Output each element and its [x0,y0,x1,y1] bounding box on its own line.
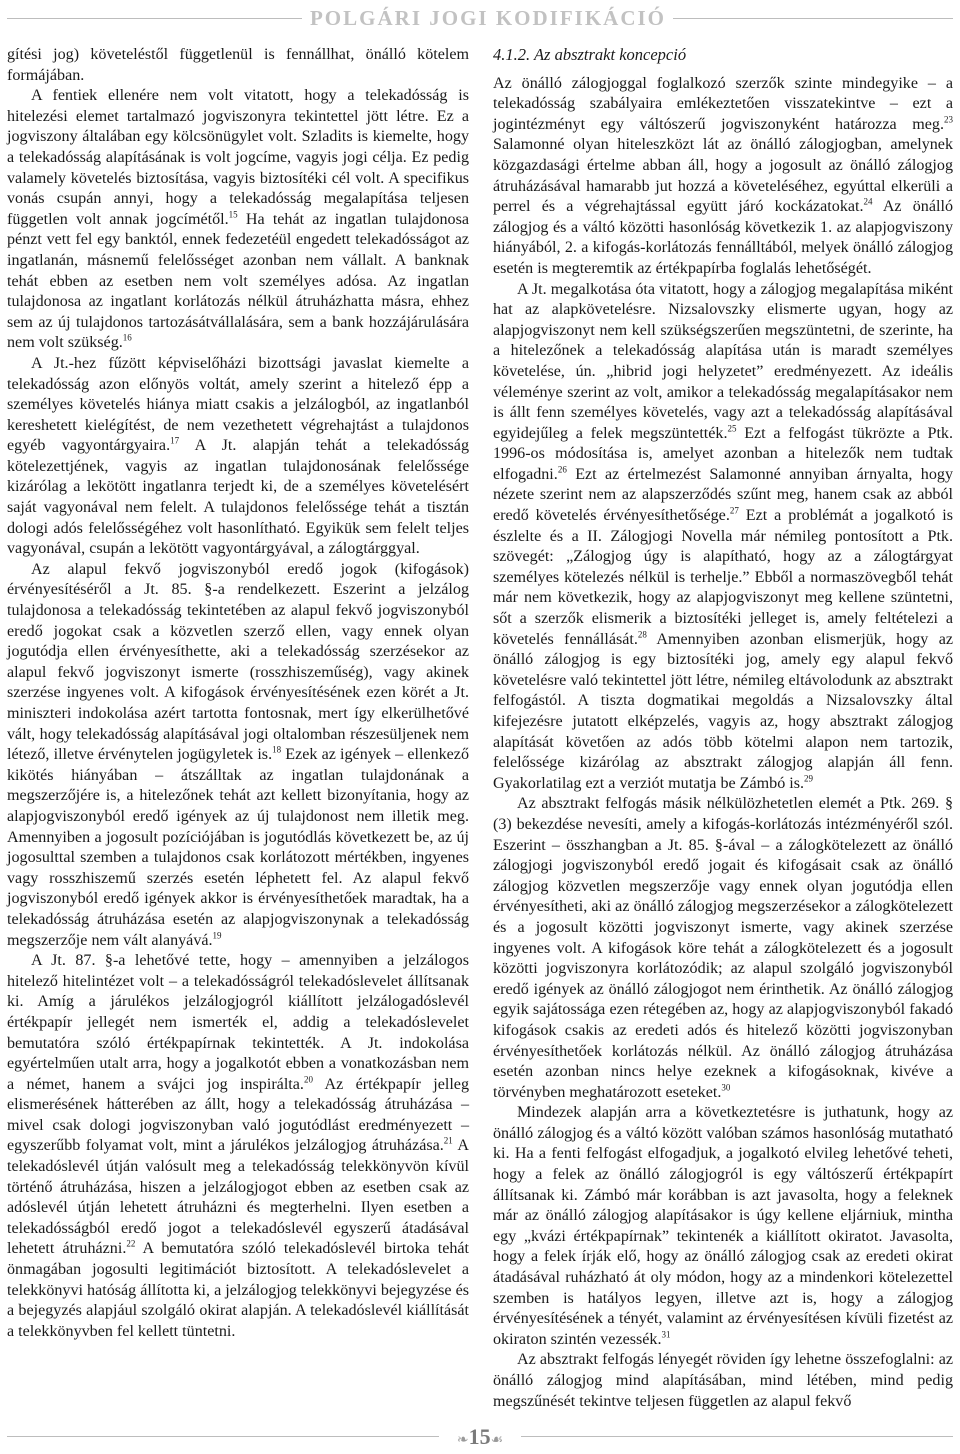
footnote-ref[interactable]: 17 [170,435,180,446]
page-number [448,1424,512,1454]
paragraph: Mindezek alapján arra a következtetésre is juthatunk, hogy az önálló zálogjog és a váltó között valóban számos hasonlóság mutatható ki. Ha a fenti felfogást elfogadjuk, a jogalkotó elvileg lehetővé teheti, hogy a felek az önálló zálogjogról is egy váltószerű értékpapírt állítsanak ki. Zámbó már korábban is azt javasolta, hogy a feleknek már az önálló zálogjog alapításakor is úgy kellene eljárniuk, mintha egy „kvázi értékpapírnak” tekintenék a kiállított okiratot. Javasolta, hogy a felek írják elő, hogy az önálló zálogjog csak az eredeti okirat átadásával ruházható át oly módon, hogy az a mindenkori kötelezettel szemben is hatályos legyen, illetve azt is, hogy a zálogjog érvényesítésének a tényét, valamint az érvényesítésen kívüli fizetést az okiraton szintén vezessék.$^{31}$ [493,1104,953,1348]
paragraph: Az absztrakt felfogás másik nélkülözhetetlen elemét a Ptk. 269. § (3) bekezdése nevesíti, amely a kifogás-korlátozás intézményéről szól. Eszerint – összhangban a Jt. 85. §-ával – a zálogkötelezett az önálló zálogjogi jogviszonyból eredő jogait és kifogásait csak az önálló zálogjog közvetlen megszerzője vagy ennek olyan jogutódja ellen érvényesítheti, aki az önálló zálogjog megszerzésekor a zálogkötelezett és a jogosult közötti jogviszonyt ismerte, vagy akinek szerzése ingyenes volt. A kifogások köre tehát a zálogkötelezett és a jogosult közötti jogviszonyra korlátozódik; az alapul szolgáló jogviszonyból eredő igények az önálló zálogjogot nem érinthetik. Az önálló zálogjog egyik sajátossága ezen rétegében az, hogy az alapjogviszonyból fakadó kifogások csakis az eredeti adós és hitelező közötti jogviszonyban érvényesíthetőek korlátozás nélkül. Az önálló zálogjog átruházása esetén azonban nincs helye ezeknek a kifogásoknak, kivéve a törvényben meghatározott eseteket.$^{30}$ [493,795,953,1101]
paragraph: gítési jog) követeléstől függetlenül is fennállhat, önálló kötelem formájában. [7,46,469,84]
journal-title: POLGÁRI JOGI KODIFIKÁCIÓ [302,4,674,32]
footnote-ref[interactable]: 30 [721,1082,731,1093]
page-footer [0,1424,960,1450]
paragraph: A fentiek ellenére nem volt vitatott, hogy a telekadósság is hitelezési elemet tartalmazó jogviszonyra tekintettel jött létre. Ez a jogviszony általában egy kölcsönügylet volt. Szladits is kiemelte, hogy a telekadósság alapításának is volt jogcíme, vagyis jogi célja. Ez pedig valamely követelés biztosítása, vagyis biztosítéki cél volt. A specifikus vonás csupán annyi, hogy a telekadósság megalapítása teljesen független volt annak jogcímétől.$^{15}$ Ha tehát az ingatlan tulajdonosa pénzt vett fel egy banktól, ennek fedezetéül engedett telekadósságot az ingatlanán, másnemű felelősséget azonban nem vállalt. A banknak tehát ebben az esetben nem volt személyes adósa. Az ingatlan tulajdonosa az ingatlant korlátozás nélkül átruházhatta másra, ehhez sem az új tulajdonos tartozásátvállalására, sem a bank hozzájárulására nem volt szükség.$^{16}$ [7,87,469,352]
footnote-ref[interactable]: 31 [661,1329,671,1340]
paragraph: Az alapul fekvő jogviszonyból eredő jogok (kifogások) érvényesítéséről a Jt. 85. §-a rendelkezett. Eszerint a jelzálog tulajdonosa a telekadósság tekintetében az alapul fekvő jogviszonyból eredő jogokat csak a közvetlen szerző ellen, vagy ennek olyan jogutódja ellen érvényesíthette, aki a telekadósság szerzésekor az alapul fekvő jogviszonyt ismerte (rosszhiszeműség), vagy akinek szerzése ingyenes volt. A kifogások érvényesítésének ezen körét a Jt. miniszteri indokolása azért tartotta fontosnak, mert így elkerülhetővé vált, hogy telekadósság alapításával jogi oltalomban részesüljenek nem létező, illetve érvénytelen jogügyletek is.$^{18}$ Ezek az igények – ellenkező kikötés hiányában – átszálltak az ingatlan tulajdonának a megszerzőjére is, a hitelezőnek tehát azt kellett bizonyítania, hogy az alapjogviszonyból eredő igények az új tulajdonost nem illetik meg. Amennyiben a jogosult pozíciójában is jogutódlás következett be, az új jogosulttal szemben a tulajdonos csak korlátozott mértékben, ingyenes vagy rosszhiszemű szerzés esetén léphetett fel. Az alapul fekvő jogviszonyból eredő igények akkor is érvényesíthetőek maradtak, ha a telekadósság átruházása esetén az alapjogviszonynak a telekadósság megszerzője nem vált alanyává.$^{19}$ [7,560,470,949]
right-column [493,45,953,1412]
footnote-ref[interactable]: 25 [727,423,737,434]
footnote-ref[interactable]: 28 [637,629,647,640]
footnote-ref[interactable]: 22 [126,1239,136,1250]
left-column [7,45,469,1342]
paragraph: A Jt.-hez fűzött képviselőházi bizottsági javaslat kiemelte a telekadósság azon előnyös voltát, amely szerint a hitelező épp a személyes követelés hiánya miatt csakis a jelzálogból, az ingatlanból kereshetett kielégítést, de nem vezethetett végrehajtást a tulajdonos egyéb vagyontárgyaira.$^{17}$ A Jt. alapján tehát a telekadósság kötelezettjének, vagyis az ingatlan tulajdonosának felelőssége kizárólag a lekötött ingatlanra terjedt ki, de a személyes követelésért saját vagyonával nem felelt. A tulajdonos felelőssége tehát a tisztán dologi adós felelősségéhez volt hasonlítható. Egyikük sem felelt teljes vagyonával, csupán a lekötött vagyontárgyával, a zálogtárggyal. [7,354,470,558]
running-header [0,4,960,32]
footnote-ref[interactable]: 26 [557,464,567,475]
footnote-ref[interactable]: 29 [804,773,814,784]
page-number-value: 15 [468,1424,491,1449]
footer-rule-left [7,1436,439,1437]
footnote-ref[interactable]: 18 [272,744,282,755]
footnote-ref[interactable]: 16 [122,332,132,343]
footnote-ref[interactable]: 19 [212,930,222,941]
footnote-ref[interactable]: 27 [729,505,739,516]
ornament-left-icon: ❧ [456,1433,469,1448]
header-rule-right [673,18,953,19]
header-rule-left [7,18,303,19]
paragraph: Az absztrakt felfogás lényegét röviden így lehetne összefoglalni: az önálló zálogjog mind alapításában, mind létében, mind pedig megszűnését tekintve teljesen független az alapul fekvő [493,1351,953,1410]
footnote-ref[interactable]: 24 [863,196,873,207]
footnote-ref[interactable]: 23 [944,114,953,125]
section-heading: 4.1.2. Az absztrakt koncepció [493,45,687,64]
paragraph: A Jt. megalkotása óta vitatott, hogy a zálogjog megalapítása miként hat az alapkövetelésre. Nizsalovszky elismerte ugyan, hogy az alapjogviszonyt nem kell szükségszerűen megszüntetni, de szerinte, ha a hitelezőnek a telekadósság alapítása után is maradt személyes követelése, ún. „hibrid jogi helyzetet” eredményezett. Az ideális véleménye szerint az volt, amikor a telekadósság megalapításakor nem is állt fenn személyes követelés, vagy azt a telekadósság alapításával egyidejűleg a felek megszüntették.$^{25}$ Ezt a felfogást tükrözte a Ptk. 1996-os módosítása is, amelyet azonban a hitelezők nem tudtak elfogadni.$^{26}$ Ezt az értelmezést Salamonné annyiban árnyalta, hogy nézete szerint nem az alapszerződés szűnt meg, hanem csak az abból eredő követelés érvényesíthetősége.$^{27}$ Ezt a problémát a jogalkotó is észlelte és a II. Zálogjogi Novella már némileg pontosított a Ptk. szövegét: „Zálogjog úgy is alapítható, hogy az a zálogtárgyat személyes kötelezés nélkül is terhelje.” Ebből a normaszövegből tehát már nem következik, hogy az alapjogviszonyt meg kellene szüntetni, sőt a szerzők elismerik a biztosítéki jelleget is, amely feltételezi a követelés fennállását.$^{28}$ Amennyiben azonban elismerjük, hogy az önálló zálogjog is egy biztosítéki jog, amely egy alapul fekvő követelésre való tekintettel jött létre, némileg eltávolodunk az absztrakt felfogástól. A tiszta dogmatikai megoldás a Nizsalovszky által kifejezésre jutatott elképzelés, vagyis az, hogy absztrakt zálogjog alapítását követően az adós több kötelmi alapon nem tartozik, felelőssége kizárólag az absztrakt zálogjog alapján áll fenn. Gyakorlatilag ezt a verziót mutatja be Zámbó is.$^{29}$ [493,280,954,792]
paragraph: Az önálló zálogjoggal foglalkozó szerzők szinte mindegyike – a telekadósság szabályaira emlékeztetően visszatekintve – ezt a jogintézményt egy váltószerű jogviszonyként határozza meg.$^{23}$ Salamonné olyan hiteleszközt lát az önálló zálogjogban, amelynek közgazdasági értelme abban áll, hogy a jogosult az önálló zálogjog átruházásával hamarabb jut hozzá a követeléséhez, egyúttal elkerüli a perrel és a végrehajtással együtt járó kockázatokat.$^{24}$ Az önálló zálogjog és a váltó közötti hasonlóság következik 1. az alapjogviszony hiányából, 2. a kifogás-korlátozás fennálltából, melyek önálló zálogjog esetén is megteremtik az értékpapírba foglalás lehetőségét. [493,74,953,277]
paragraph: A Jt. 87. §-a lehetővé tette, hogy – amennyiben a jelzálogos hitelező hitelintézet volt – a telekadósságról telekadóslevelet állítsanak ki. Amíg a járulékos jelzálogjogról kiállított jelzálogadóslevél értékpapír jellegét nem ismerték el, addig a telekadóslevelet bemutatóra szóló értékpapírnak tekintették. A Jt. indokolása egyértelműen utalt arra, hogy a jogalkotót ebben a vonatkozásban nem a német, hanem a svájci jog inspirálta.$^{20}$ Az értékpapír jelleg elismerésének hátterében az állt, hogy a telekadósság átruházása – mivel csak dologi jogviszonyban való jogutódlást eredményezett – egyszerűbb folyamat volt, mint a járulékos jelzálogjog átruházása.$^{21}$ A telekadóslevél útján valósult meg a telekadósság telekkönyvön kívül történő átruházása, hiszen a jelzálogjogot ebben az esetben csak az adóslevél útján lehetett átruházni és megterhelni. Ilyen esetben a telekadósságból eredő jogot a telekadóslevél egyszerű átadásával lehetett átruházni.$^{22}$ A bemutatóra szóló telekadóslevél birtoka tehát önmagában jogosulti legitimációt biztosított. A telekadóslevelet a telekkönyvi hatóság állította ki, a jelzálogjog telekkönyvi bejegyzése és a bejegyzés alapjául szolgáló okirat alapján. A telekadóslevél kiállítását a telekkönyvben fel kellett tüntetni. [7,952,470,1340]
ornament-right-icon: ☙ [490,1433,504,1448]
footnote-ref[interactable]: 15 [228,209,238,220]
footnote-ref[interactable]: 21 [443,1136,453,1147]
footer-rule-right [521,1436,953,1437]
footnote-ref[interactable]: 20 [303,1074,313,1085]
